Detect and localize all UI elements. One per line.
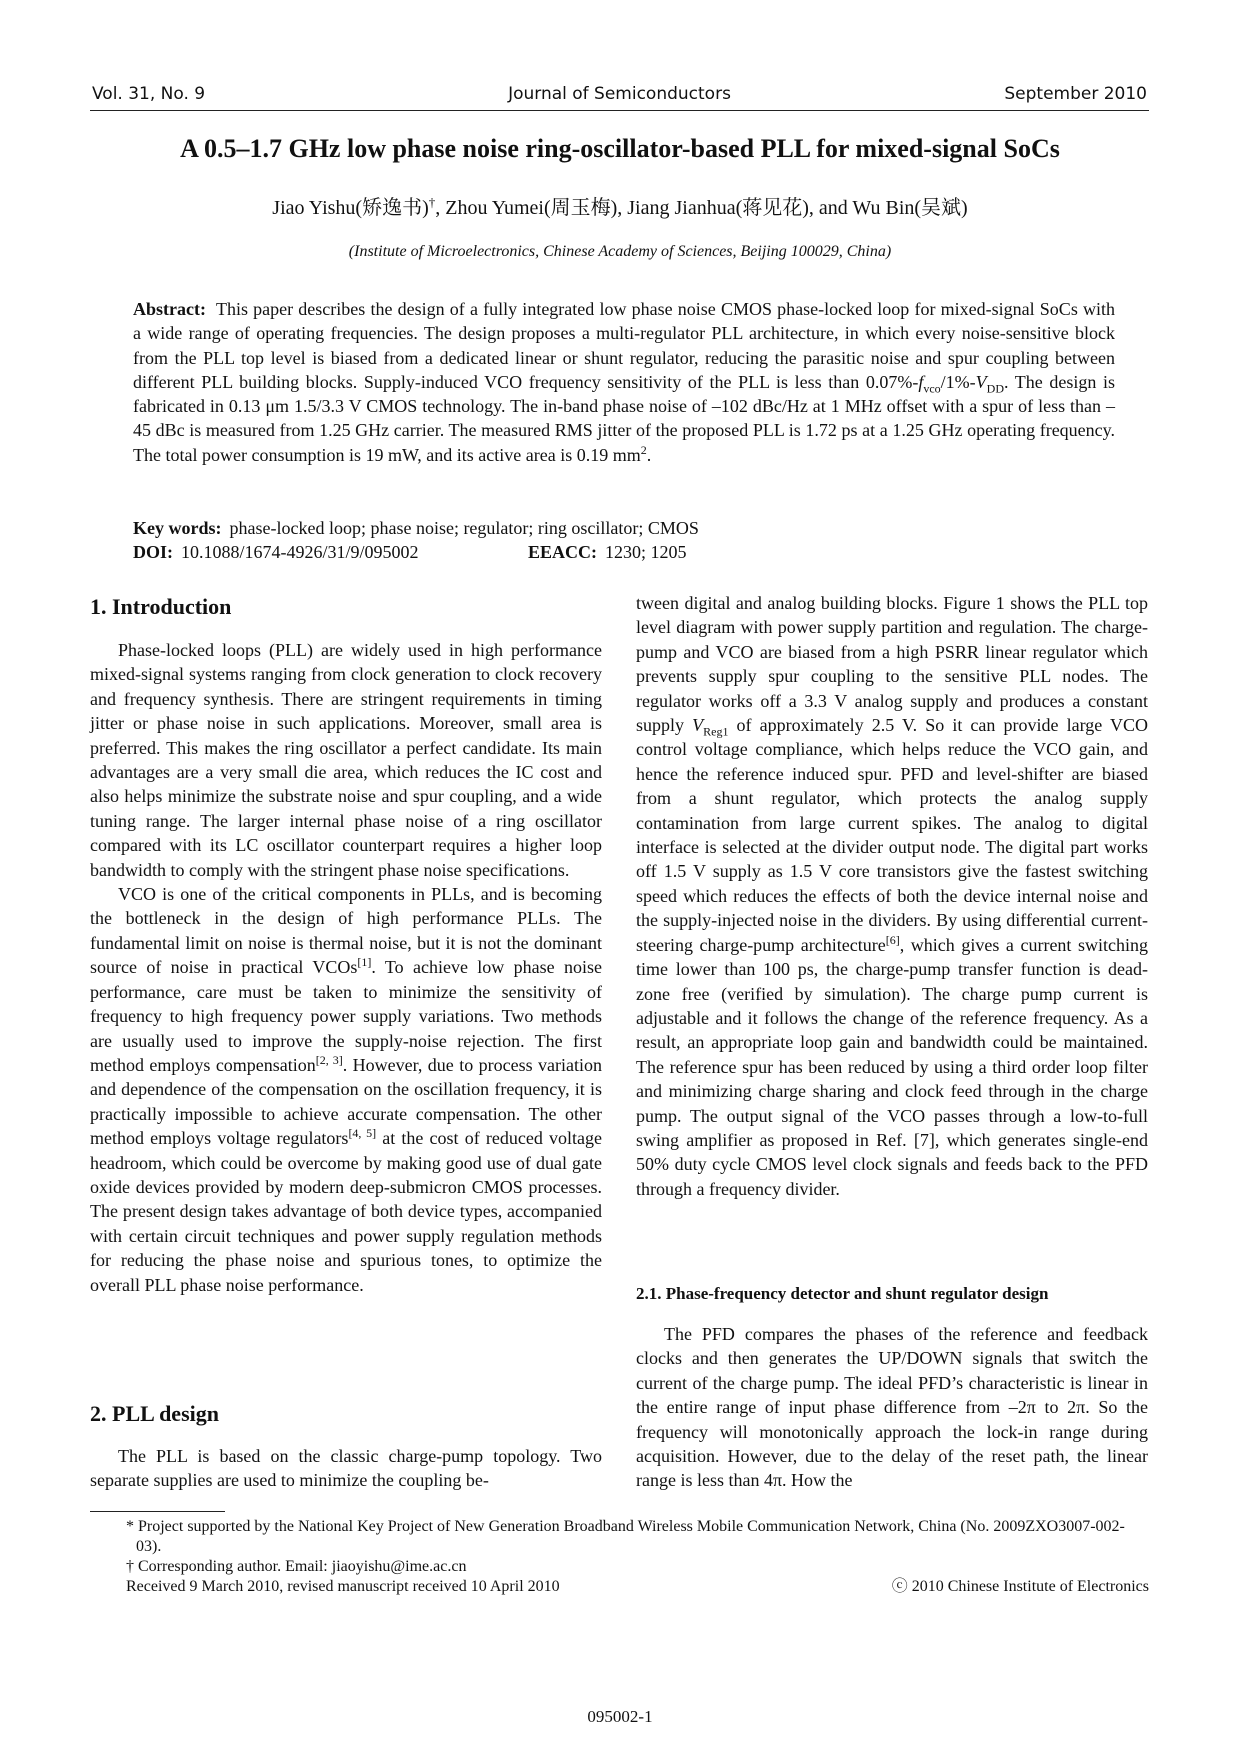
footnote-corresponding: † Corresponding author. Email: jiaoyishu@ime.ac.cn [126, 1558, 467, 1575]
abstract [133, 297, 1115, 467]
citation-2-3[interactable]: [2, 3] [315, 1052, 343, 1067]
author-rest: , Zhou Yumei(周玉梅), Jiang Jianhua(蒋见花), and Wu Bin(吴斌) [435, 197, 968, 219]
doi-label: DOI: [133, 542, 173, 562]
citation-6[interactable]: [6] [885, 932, 900, 947]
footnote-rule [90, 1511, 225, 1512]
section-heading-pll-design: 2. PLL design [90, 1401, 219, 1426]
eeacc-label: EEACC: [528, 542, 598, 562]
intro-p2-part-c: . However, due to process variation and dependence of the compensation on the oscillation frequency, it is practically impossible to achieve accurate compensation. The other method employs voltage regulators [90, 1054, 602, 1149]
section-heading-introduction: 1. Introduction [90, 594, 232, 619]
abstract-text-1: This paper describes the design of a fully integrated low phase noise CMOS phase-locked loop for mixed-signal SoCs with a wide range of operating frequencies. The design proposes a multi-regulator PLL architecture, in which every noise-sensitive block from the PLL top level is biased from a dedicated linear or shunt regulator, reducing the parasitic noise and spur coupling between different PLL building blocks. Supply-induced VCO frequency sensitivity of the PLL is less than 0.07%- [133, 299, 1115, 392]
footnotes [126, 1517, 1149, 1597]
pll-design-continued [636, 591, 1148, 1201]
paper-title: A 0.5–1.7 GHz low phase noise ring-oscillator-based PLL for mixed-signal SoCs [180, 134, 1060, 163]
intro-p2-part-a: VCO is one of the critical components in PLLs, and is becoming the bottleneck in the design of high performance PLLs. The fundamental limit on noise is thermal noise, but it is not the dominant source of noise in practical VCOs [90, 884, 602, 978]
abstract-f: f [918, 371, 924, 392]
abstract-v: V [975, 371, 987, 392]
eeacc-value: 1230; 1205 [605, 542, 687, 562]
citation-4-5[interactable]: [4, 5] [348, 1126, 377, 1141]
keywords-block [133, 516, 1115, 564]
vreg-symbol: V [692, 715, 704, 736]
abstract-end: . [646, 444, 652, 465]
citation-1[interactable]: [1] [357, 955, 372, 970]
intro-paragraph-2 [90, 882, 602, 1297]
abstract-text-3: . The design is fabricated in 0.13 μm 1.5/3.3 V CMOS technology. The in-band phase noise of –102 dBc/Hz at 1 MHz offset with a spur of less than –45 dBc is measured from 1.25 GHz carrier. The measured RMS jitter of the proposed PLL is 1.72 ps at a 1.25 GHz operating frequency. The total power consumption is 19 mW, and its active area is 0.19 mm [133, 371, 1115, 465]
pfd-paragraph-1: The PFD compares the phases of the reference and feedback clocks and then generates the UP/DOWN signals that switch the current of the charge pump. The ideal PFD’s characteristic is linear in the entire range of input phase difference from –2π to 2π. So the frequency will monotonically approach the lock-in range during acquisition. However, due to the delay of the reset path, the linear range is less than 4π. How the [636, 1324, 1148, 1491]
col2-part-b: of approximately 2.5 V. So it can provide large VCO control voltage compliance, which helps reduce the VCO gain, and hence the reference induced spur. PFD and level-shifter are biased from a shunt regulator, which protects the analog supply contamination from large current spikes. The analog to digital interface is selected at the divider output node. The digital part works off 1.5 V supply as 1.5 V core transistors give the fastest switching speed which reduces the effects of both the device internal noise and the supply-injected noise in the dividers. By using differential current-steering charge-pump architecture [636, 715, 1148, 955]
author-first: Jiao Yishu(矫逸书) [272, 197, 429, 219]
intro-p2-part-d: at the cost of reduced voltage headroom, which could be overcome by making good use of dual gate oxide devices provided by modern deep-submicron CMOS processes. The present design takes advantage of both device types, accompanied with certain circuit techniques and power supply regulation methods for reducing the phase noise and spurious tones, to optimize the overall PLL phase noise performance. [90, 1128, 602, 1295]
section-pfd [636, 1282, 1148, 1306]
received-dates: Received 9 March 2010, revised manuscript received 10 April 2010 [126, 1578, 560, 1595]
running-header [90, 84, 1149, 111]
affiliation: (Institute of Microelectronics, Chinese Academy of Sciences, Beijing 100029, China) [348, 243, 892, 260]
section-heading-pfd: 2.1. Phase-frequency detector and shunt regulator design [636, 1284, 1049, 1303]
abstract-dd: DD [986, 381, 1005, 396]
eeacc [528, 540, 687, 564]
author-list [70, 191, 1170, 220]
keywords-text: phase-locked loop; phase noise; regulator; ring oscillator; CMOS [229, 518, 699, 538]
section-pll-design [90, 1400, 602, 1428]
abstract-vco: vco [923, 381, 941, 396]
section-introduction [90, 593, 602, 621]
intro-p2-part-b: . To achieve low phase noise performance, care must be taken to minimize the sensitivity of frequency to high frequency power supply variations. Two methods are usually used to improve the supply-noise rejection. The first method employs compensation [90, 957, 602, 1075]
abstract-sup2: 2 [640, 442, 647, 457]
footnote-funding: * Project supported by the National Key Project of New Generation Broadband Wireless Mobile Communication Network, China (No. 2009ZXO3007-002-03). [126, 1518, 1125, 1555]
keywords-line [133, 516, 1115, 540]
pfd-body [636, 1322, 1148, 1493]
keywords-label: Key words: [133, 518, 222, 538]
doi-line [133, 540, 1115, 564]
header-date: September 2010 [1004, 84, 1147, 104]
header-volume: Vol. 31, No. 9 [92, 84, 206, 104]
abstract-text-2: /1%- [940, 371, 976, 392]
abstract-label: Abstract: [133, 299, 206, 319]
footnote-received [126, 1577, 1149, 1597]
pll-paragraph-1: The PLL is based on the classic charge-pump topology. Two separate supplies are used to minimize the coupling be- [90, 1446, 602, 1491]
introduction-body [90, 638, 602, 1297]
intro-paragraph-1: Phase-locked loops (PLL) are widely used in high performance mixed-signal systems ranging from clock generation to clock recovery and frequency synthesis. There are stringent requirements in timing jitter or phase noise in such applications. Moreover, small area is preferred. This makes the ring oscillator a perfect candidate. Its main advantages are a very small die area, which reduces the IC cost and also helps minimize the substrate noise and spur coupling, and a wide tuning range. The larger internal phase noise of a ring oscillator compared with its LC oscillator counterpart requires a higher loop bandwidth to comply with the stringent phase noise specifications. [90, 640, 602, 880]
pll-design-body [90, 1444, 602, 1493]
vreg-subscript: Reg1 [703, 724, 729, 739]
copyright: ⓒ 2010 Chinese Institute of Electronics [891, 1578, 1149, 1595]
corresponding-mark: † [428, 194, 436, 210]
col2-part-a: tween digital and analog building blocks. Figure 1 shows the PLL top level diagram with power supply partition and regulation. The charge-pump and VCO are biased from a high PSRR linear regulator which prevents supply spur coupling to the sensitive PLL nodes. The regulator works off a 3.3 V analog supply and produces a constant supply [636, 593, 1148, 736]
col2-part-c: , which gives a current switching time lower than 100 ps, the charge-pump transfer function is dead-zone free (verified by simulation). The charge pump current is adjustable and it follows the change of the reference frequency. As a result, an appropriate loop gain and bandwidth could be maintained. The reference spur has been reduced by using a third order loop filter and minimizing charge sharing and clock feed through in the charge pump. The output signal of the VCO passes through a low-to-full swing amplifier as proposed in Ref. [7], which generates single-end 50% duty cycle CMOS level clock signals and feeds back to the PFD through a frequency divider. [636, 934, 1148, 1199]
header-journal: Journal of Semiconductors [508, 84, 731, 104]
pll-paragraph-1-continued [636, 591, 1148, 1201]
page-number: 095002-1 [587, 1707, 653, 1726]
doi-value[interactable]: 10.1088/1674-4926/31/9/095002 [181, 542, 419, 562]
